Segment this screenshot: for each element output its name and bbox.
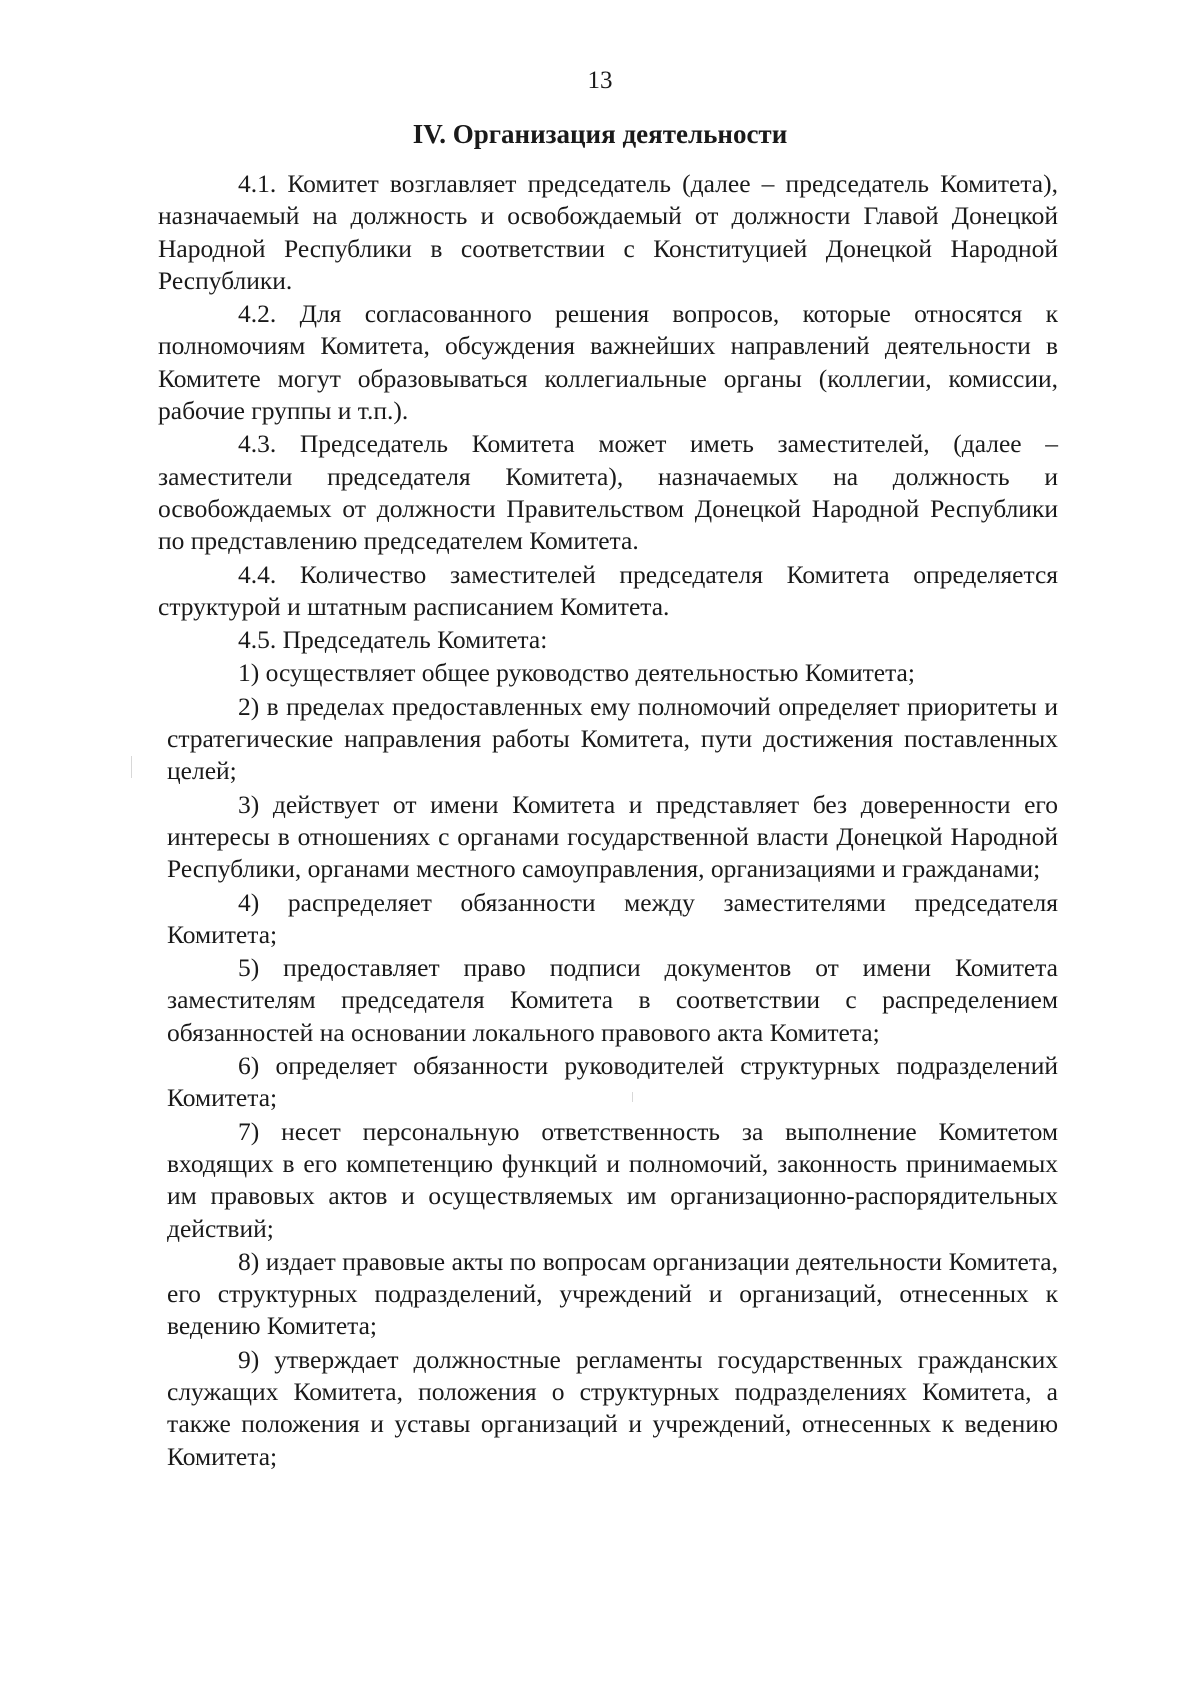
- list-item: 3) действует от имени Комитета и представляет без доверенности его интересы в отношениях с органами государственной власти Донецкой Народной Республики, органами местного самоуправления, организациями и гражданами;: [167, 789, 1058, 884]
- page-number: 13: [587, 67, 613, 94]
- list-item: 9) утверждает должностные регламенты государственных гражданских служащих Комитета, положения о структурных подразделениях Комитета, а также положения и уставы организаций и учреждений, отнесенных к ведению Комитета;: [167, 1344, 1058, 1471]
- list-item: 1) осуществляет общее руководство деятельностью Комитета;: [238, 658, 915, 688]
- paragraph-4-4: 4.4. Количество заместителей председателя Комитета определяется структурой и штатным расписанием Комитета.: [158, 559, 1058, 621]
- list-item: 7) несет персональную ответственность за выполнение Комитетом входящих в его компетенцию функций и полномочий, законность принимаемых им правовых актов и осуществляемых им организационно-распорядительных действий;: [167, 1116, 1058, 1243]
- section-heading: IV. Организация деятельности: [412, 119, 788, 149]
- paragraph-4-3: 4.3. Председатель Комитета может иметь заместителей, (далее – заместители председателя Комитета), назначаемых на должность и освобождаемых от должности Правительством Донецкой Народной Республики по представлению председателем Комитета.: [158, 429, 1058, 556]
- paragraph-4-5: 4.5. Председатель Комитета:: [238, 625, 548, 655]
- scan-artifact: [131, 756, 132, 778]
- list-item: 5) предоставляет право подписи документов от имени Комитета заместителям председателя Комитета в соответствии с распределением обязанностей на основании локального правового акта Комитета;: [167, 953, 1058, 1047]
- scan-artifact: [632, 1092, 633, 1102]
- list-item: 2) в пределах предоставленных ему полномочий определяет приоритеты и стратегические направления работы Комитета, пути достижения поставленных целей;: [167, 691, 1058, 786]
- paragraph-4-1: 4.1. Комитет возглавляет председатель (далее – председатель Комитета), назначаемый на должность и освобождаемый от должности Главой Донецкой Народной Республики в соответствии с Конституцией Донецкой Народной Республики.: [158, 169, 1058, 295]
- paragraph-4-2: 4.2. Для согласованного решения вопросов, которые относятся к полномочиям Комитета, обсуждения важнейших направлений деятельности в Комитете могут образовываться коллегиальные органы (коллегии, комиссии, рабочие группы и т.п.).: [158, 299, 1058, 426]
- chairman-duties-list: [158, 657, 1058, 1472]
- document-body: [158, 168, 1058, 1474]
- list-item: 4) распределяет обязанности между заместителями председателя Комитета;: [167, 887, 1058, 949]
- list-item: 8) издает правовые акты по вопросам организации деятельности Комитета, его структурных подразделений, учреждений и организаций, отнесенных к ведению Комитета;: [167, 1246, 1058, 1341]
- list-item: 6) определяет обязанности руководителей структурных подразделений Комитета;: [167, 1051, 1058, 1113]
